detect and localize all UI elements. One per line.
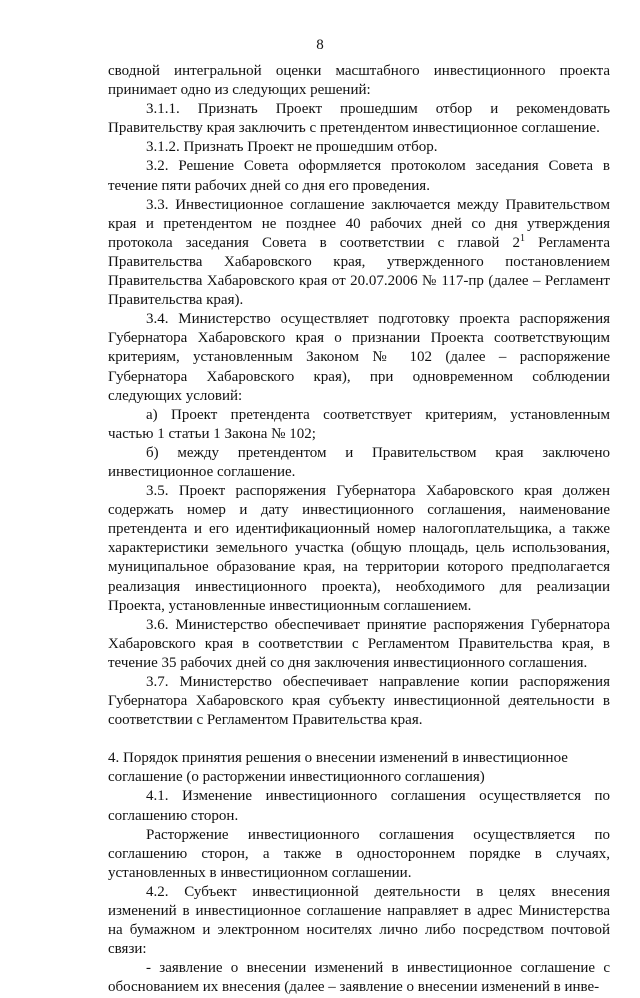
paragraph-3-1-2: 3.1.2. Признать Проект не прошедшим отбор. xyxy=(146,139,438,156)
paragraph-3-1-1: 3.1.1. Признать Проект прошедшим отбор и рекомендовать Правительству края заключить с претендентом инвестиционное соглашение. xyxy=(108,101,610,137)
paragraph-3-7: 3.7. Министерство обеспечивает направление копии распоряжения Губернатора Хабаровского края субъекту инвестиционной деятельности в соответствии с Регламентом Правительства края. xyxy=(108,674,610,729)
condition-b: б) между претендентом и Правительством края заключено инвестиционное соглашение. xyxy=(108,444,610,480)
paragraph-3-4: 3.4. Министерство осуществляет подготовку проекта распоряжения Губернатора Хабаровского края о признании Проекта соответствующим критериям, установленным Законом № 102 (далее – распоряжение Губернатора Хабаровского края), при одновременном соблюдении следующих условий: xyxy=(108,311,610,404)
paragraph-continuation: сводной интегральной оценки масштабного инвестиционного проекта принимает одно из следующих решений: xyxy=(108,63,610,99)
paragraph-3-5: 3.5. Проект распоряжения Губернатора Хабаровского края должен содержать номер и дату инвестиционного соглашения, наименование претендента и его идентификационный номер налогоплательщика, а также характеристики земельного участка (общую площадь, цель использования, муниципальное образование края, на территории которого предполагается реализация инвестиционного проекта), необходимого для реализации Проекта, установленные инвестиционным соглашением. xyxy=(108,483,610,614)
paragraph-3-3 xyxy=(108,196,610,311)
paragraph-termination: Расторжение инвестиционного соглашения осуществляется по соглашению сторон, а также в одностороннем порядке в случаях, установленных в инвестиционном соглашении. xyxy=(108,826,610,881)
condition-a: а) Проект претендента соответствует критериям, установленным частью 1 статьи 1 Закона № 102; xyxy=(108,406,610,442)
page-number: 8 xyxy=(316,37,324,53)
paragraph-4-1: 4.1. Изменение инвестиционного соглашения осуществляется по соглашению сторон. xyxy=(108,788,610,824)
section-4-heading: 4. Порядок принятия решения о внесении изменений в инвестиционное соглашение (о расторжении инвестиционного соглашения) xyxy=(108,750,568,786)
paragraph-3-6: 3.6. Министерство обеспечивает принятие распоряжения Губернатора Хабаровского края в соответствии с Регламентом Правительства края, в течение 35 рабочих дней со дня заключения инвестиционного соглашения. xyxy=(108,616,610,671)
document-body xyxy=(108,62,610,998)
paragraph-3-3-text-a: 3.3. Инвестиционное соглашение заключается между Правительством края и претендентом не позднее 40 рабочих дней со дня утверждения протокола заседания Совета в соответствии с главой 2 xyxy=(108,196,610,251)
paragraph-3-3-text-b: Регламента Правительства Хабаровского края, утвержденного постановлением Правительства Хабаровского края от 20.07.2006 № 117-пр (далее – Регламент Правительства края). xyxy=(108,234,610,309)
chapter-superscript: 1 xyxy=(519,232,525,244)
paragraph-3-2: 3.2. Решение Совета оформляется протоколом заседания Совета в течение пяти рабочих дней со дня его проведения. xyxy=(108,158,610,194)
list-item-application: - заявление о внесении изменений в инвестиционное соглашение с обоснованием их внесения (далее – заявление о внесении изменений в инве- xyxy=(108,960,610,996)
paragraph-4-2: 4.2. Субъект инвестиционной деятельности в целях внесения изменений в инвестиционное соглашение направляет в адрес Министерства на бумажном и электронном носителях лично либо посредством почтовой связи: xyxy=(108,883,610,958)
